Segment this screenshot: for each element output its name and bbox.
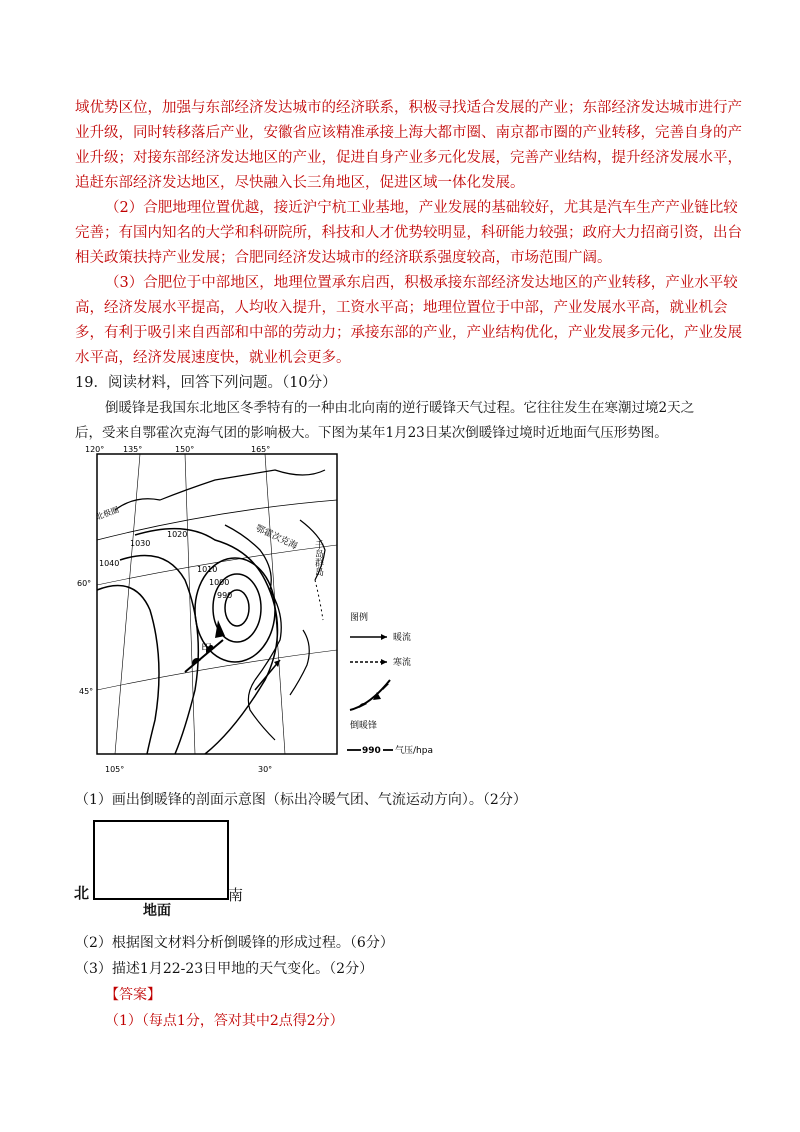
legend-front: 倒暖锋 <box>350 721 378 731</box>
legend-title: 图例 <box>350 613 369 623</box>
answer-part3-line: （3）合肥位于中部地区，地理位置承东启西，积极承接东部经济发达地区的产业转移，产业水平较 <box>105 275 738 291</box>
ground-label: 地面 <box>143 903 171 919</box>
map-legend <box>345 610 475 760</box>
answer-part2-line: （2）合肥地理位置优越，接近沪宁杭工业基地，产业发展的基础较好，尤其是汽车生产产业链比较 <box>105 200 738 216</box>
legend-warm: 暖流 <box>393 633 412 643</box>
answer-part3-line: 水平高，经济发展速度快，就业机会更多。 <box>75 350 351 366</box>
sub-question-1 <box>75 788 725 813</box>
material-line: 倒暖锋是我国东北地区冬季特有的一种由北向南的逆行暖锋天气过程。它往往发生在寒潮过境2天之 <box>105 400 695 416</box>
svg-text:165°: 165° <box>251 445 271 454</box>
answer-18-block <box>75 96 742 371</box>
legend-isobar: 气压/hpa <box>395 746 433 756</box>
question-heading: 19．阅读材料，回答下列问题。（10分） <box>75 375 337 391</box>
svg-text:1000: 1000 <box>209 578 230 587</box>
answer-part3-line: 高，经济发展水平提高，人均收入提升，工资水平高；地理位置位于中部，产业发展水平高，就业机会 <box>75 300 728 316</box>
answer-1-text: （1）（每点1分，答对其中2点得2分） <box>105 1013 344 1029</box>
svg-text:135°: 135° <box>123 445 143 454</box>
svg-text:120°: 120° <box>85 445 105 454</box>
svg-text:30°: 30° <box>258 765 273 774</box>
svg-text:150°: 150° <box>175 445 195 454</box>
svg-text:990: 990 <box>217 591 233 600</box>
answer-line: 追赶东部经济发达地区，尽快融入长三角地区，促进区域一体化发展。 <box>75 175 525 191</box>
svg-text:1020: 1020 <box>167 530 188 539</box>
answer-line: 业升级，同时转移落后产业，安徽省应该精准承接上海大都市圈、南京都市圈的产业转移，完善自身的产 <box>75 125 742 141</box>
arctic-circle-label: 北极圈 <box>94 505 121 522</box>
sub1-text: （1）画出倒暖锋的剖面示意图（标出冷暖气团、气流运动方向）。（2分） <box>75 792 527 808</box>
svg-text:105°: 105° <box>105 765 125 774</box>
answer-part3-line: 多，有利于吸引来自西部和中部的劳动力；承接东部的产业，产业结构优化，产业发展多元化，产业发展 <box>75 325 742 341</box>
svg-text:1030: 1030 <box>130 539 151 548</box>
map-frame <box>97 454 337 754</box>
answer-drawing-box[interactable] <box>93 820 229 900</box>
answer-tag: 【答案】 <box>105 987 161 1003</box>
svg-text:1040: 1040 <box>99 559 120 568</box>
svg-text:990: 990 <box>362 746 381 756</box>
south-label: 南 <box>228 886 244 904</box>
north-label: 北 <box>74 884 90 902</box>
sub2-text: （2）根据图文材料分析倒暖锋的形成过程。（6分） <box>75 935 394 951</box>
kuril-label: 千岛群岛 <box>313 540 323 576</box>
answer-part2-line: 相关政策扶持产业发展；合肥同经济发达城市的经济联系强度较高，市场范围广阔。 <box>75 250 612 266</box>
legend-front-line <box>350 680 390 710</box>
okhotsk-label: 鄂霍次克海 <box>253 523 299 552</box>
question-19 <box>75 371 725 446</box>
answer-line: 业升级；对接东部经济发达地区的产业，促进自身产业多元化发展，完善产业结构，提升经济发展水平， <box>75 150 742 166</box>
answer-line: 域优势区位，加强与东部经济发达城市的经济联系，积极寻找适合发展的产业；东部经济发达城市进行产 <box>75 100 742 116</box>
place-jia: 甲 <box>201 642 212 655</box>
svg-text:45°: 45° <box>79 687 94 696</box>
sub3-text: （3）描述1月22-23日甲地的天气变化。（2分） <box>75 961 374 977</box>
legend-cold: 寒流 <box>393 658 412 668</box>
svg-text:1010: 1010 <box>197 565 218 574</box>
material-line: 后，受来自鄂霍次克海气团的影响极大。下图为某年1月23日某次倒暖锋过境时近地面气压形势图。 <box>75 425 668 441</box>
svg-text:60°: 60° <box>77 579 92 588</box>
answer-part2-line: 完善；有国内知名的大学和科研院所，科技和人才优势较明显，科研能力较强；政府大力招商引资，出台 <box>75 225 742 241</box>
sub-questions <box>75 930 725 1034</box>
